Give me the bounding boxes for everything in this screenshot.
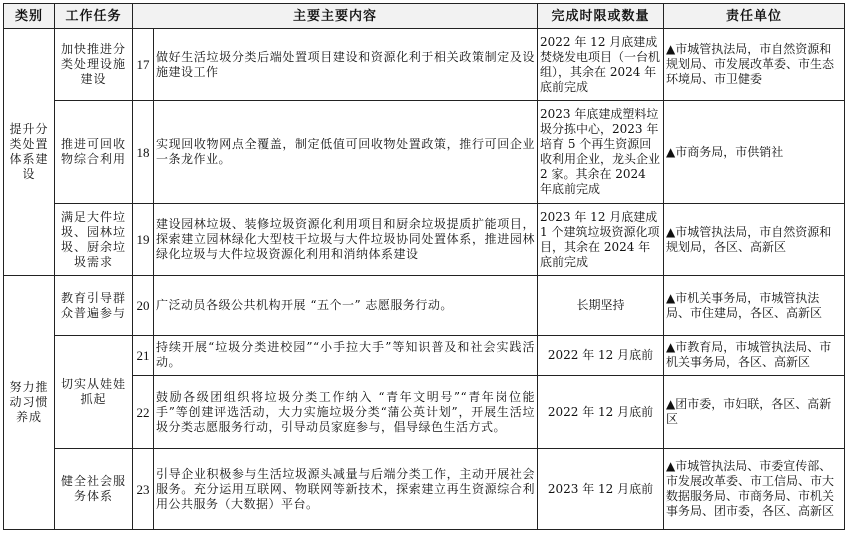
header-row xyxy=(4,4,845,29)
content-cell: 鼓励各级团组织将垃圾分类工作纳入 “青年文明号”“青年岗位能手”等创建评选活动，大力实施垃圾分类“蒲公英计划”，开展生活垃圾分类志愿服务行动，引导动员家庭参与，倡导绿色生活方式。 xyxy=(154,376,538,449)
row-number: 20 xyxy=(133,276,154,335)
deadline-cell: 2023 年 12 月底前 xyxy=(538,449,664,530)
task-cell: 切实从娃娃抓起 xyxy=(55,335,133,449)
unit-cell: ▲团市委，市妇联，各区、高新区 xyxy=(664,376,845,449)
row-number: 23 xyxy=(133,449,154,530)
task-cell: 教育引导群众普遍参与 xyxy=(55,276,133,335)
unit-cell: ▲市教育局，市城管执法局、市机关事务局，各区、高新区 xyxy=(664,335,845,375)
row-number: 18 xyxy=(133,101,154,204)
category-cell: 提升分类处置体系建设 xyxy=(4,29,55,276)
task-cell: 加快推进分类处理设施建设 xyxy=(55,29,133,101)
unit-cell: ▲市城管执法局、市委宣传部、市发展改革委、市工信局、市大数据服务局、市商务局、市机关事务局、团市委，各区、高新区 xyxy=(664,449,845,530)
table-row xyxy=(4,449,845,530)
row-number: 21 xyxy=(133,335,154,375)
deadline-cell: 2023 年底建成塑料垃圾分拣中心，2023 年培育 5 个再生资源回收利用企业，龙头企业 2 家。其余在 2024 年底前完成 xyxy=(538,101,664,204)
table-row xyxy=(4,335,845,375)
unit-cell: ▲市城管执法局，市自然资源和规划局，各区、高新区 xyxy=(664,204,845,276)
content-cell: 持续开展“垃圾分类进校园”“小手拉大手”等知识普及和社会实践活动。 xyxy=(154,335,538,375)
table-row xyxy=(4,276,845,335)
task-cell: 健全社会服务体系 xyxy=(55,449,133,530)
content-cell: 引导企业积极参与生活垃圾源头减量与后端分类工作，主动开展社会服务。充分运用互联网、物联网等新技术，探索建立再生资源综合利用公共服务（大数据）平台。 xyxy=(154,449,538,530)
task-cell: 推进可回收物综合利用 xyxy=(55,101,133,204)
row-number: 22 xyxy=(133,376,154,449)
header-deadline: 完成时限或数量 xyxy=(538,4,664,29)
deadline-cell: 长期坚持 xyxy=(538,276,664,335)
row-number: 19 xyxy=(133,204,154,276)
content-cell: 建设园林垃圾、装修垃圾资源化利用项目和厨余垃圾提质扩能项目，探索建立园林绿化大型枝干垃圾与大件垃圾协同处置体系，推进园林绿化垃圾与大件垃圾资源化利用和消纳体系建设 xyxy=(154,204,538,276)
deadline-cell: 2022 年 12 月底前 xyxy=(538,335,664,375)
deadline-cell: 2022 年 12 月底建成焚烧发电项目（一台机组），其余在 2024 年底前完成 xyxy=(538,29,664,101)
category-cell: 努力推动习惯养成 xyxy=(4,276,55,530)
deadline-cell: 2022 年 12 月底前 xyxy=(538,376,664,449)
table-row xyxy=(4,29,845,101)
unit-cell: ▲市城管执法局，市自然资源和规划局、市发展改革委、市生态环境局、市卫健委 xyxy=(664,29,845,101)
work-plan-table xyxy=(3,3,845,530)
unit-cell: ▲市机关事务局，市城管执法局、市住建局，各区、高新区 xyxy=(664,276,845,335)
task-cell: 满足大件垃圾、园林垃圾、厨余垃圾需求 xyxy=(55,204,133,276)
table-row xyxy=(4,204,845,276)
content-cell: 实现回收物网点全覆盖，制定低值可回收物处置政策，推行可回企业一条龙作业。 xyxy=(154,101,538,204)
unit-cell: ▲市商务局，市供销社 xyxy=(664,101,845,204)
content-cell: 广泛动员各级公共机构开展 “五个一” 志愿服务行动。 xyxy=(154,276,538,335)
header-task: 工作任务 xyxy=(55,4,133,29)
content-cell: 做好生活垃圾分类后端处置项目建设和资源化利于相关政策制定及设施建设工作 xyxy=(154,29,538,101)
deadline-cell: 2023 年 12 月底建成 1 个建筑垃圾资源化项目，其余在 2024 年底前完成 xyxy=(538,204,664,276)
row-number: 17 xyxy=(133,29,154,101)
header-category: 类别 xyxy=(4,4,55,29)
header-content: 主要主要内容 xyxy=(133,4,538,29)
header-unit: 责任单位 xyxy=(664,4,845,29)
table-row xyxy=(4,101,845,204)
